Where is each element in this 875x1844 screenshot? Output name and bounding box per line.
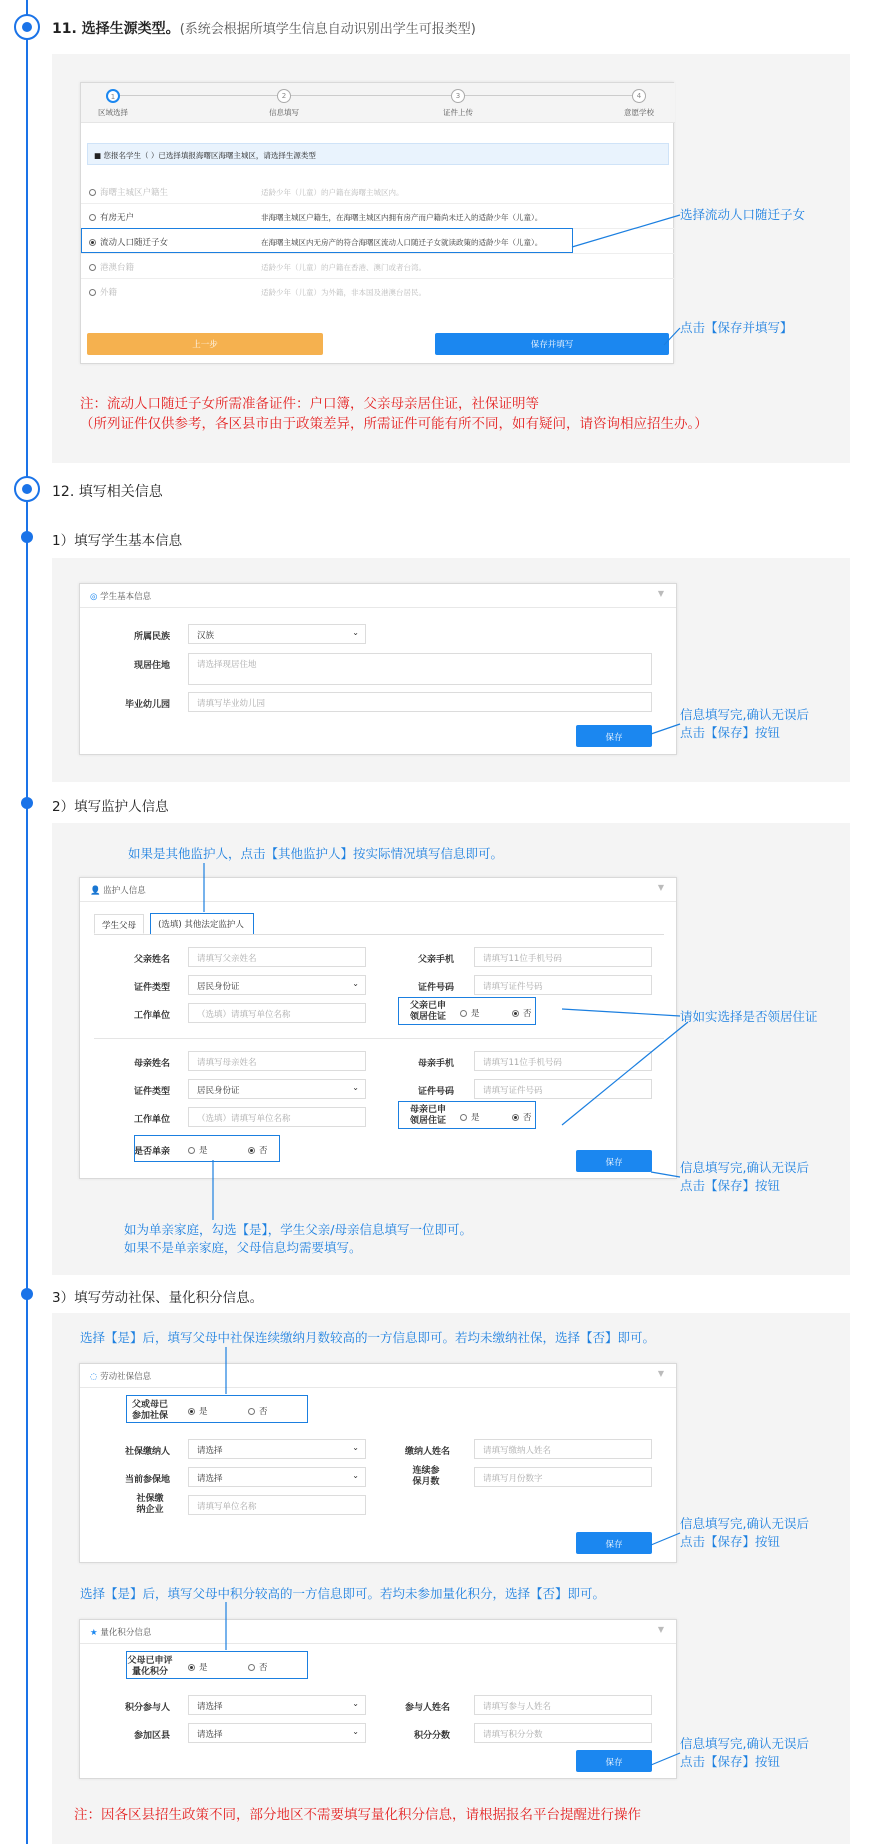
- annotation-social-top: 选择【是】后，填写父母中社保连续缴纳月数较高的一方信息即可。若均未缴纳社保，选择【否】即可。: [80, 1330, 656, 1345]
- chevron-down-icon: ▼: [657, 883, 664, 892]
- wizard-steps: [81, 83, 675, 123]
- single-parent-highlight-box: [134, 1135, 280, 1162]
- points-score-input[interactable]: 请填写积分分数: [474, 1723, 652, 1743]
- social-save-button[interactable]: 保存: [576, 1532, 652, 1554]
- sub-2-heading: 2）填写监护人信息: [52, 799, 169, 815]
- wizard-step-4: 4 意愿学校: [599, 89, 679, 118]
- payer-name-label: 缴纳人姓名: [404, 1447, 450, 1457]
- social-header: [80, 1364, 676, 1388]
- option-foreign[interactable]: 外籍 适龄少年（儿童）为外籍，非本国及港澳台居民。: [81, 279, 675, 304]
- months-input[interactable]: 请填写月份数字: [474, 1467, 652, 1487]
- step-11-heading: [52, 18, 476, 38]
- social-form: [79, 1363, 677, 1563]
- chevron-down-icon: ⌄: [352, 1699, 359, 1708]
- father-permit-label: 父亲已申 领居住证: [409, 1001, 446, 1022]
- mother-name-input[interactable]: 请填写母亲姓名: [188, 1051, 366, 1071]
- user-icon: 👤: [90, 886, 101, 896]
- wizard-progress-line: [115, 95, 639, 96]
- tab-parents[interactable]: 学生父母: [94, 914, 144, 934]
- annotation-other-guardian: 如果是其他监护人，点击【其他监护人】按实际情况填写信息即可。: [128, 846, 504, 861]
- radio-icon: [89, 214, 96, 221]
- student-info-title: 学生基本信息: [100, 592, 152, 602]
- mother-work-label: 工作单位: [133, 1115, 170, 1125]
- info-icon: ◎: [90, 592, 98, 602]
- annotation-choose-migrant: 选择流动人口随迁子女: [680, 207, 806, 222]
- source-type-options: [81, 179, 675, 329]
- single-parent-no[interactable]: 否: [248, 1144, 268, 1156]
- final-note: 注：因各区县招生政策不同，部分地区不需要填写量化积分信息，请根据报名平台提醒进行操作: [74, 1807, 641, 1823]
- source-type-screen: [80, 82, 674, 364]
- mother-phone-label: 母亲手机: [417, 1059, 454, 1069]
- chevron-down-icon: ⌄: [352, 1727, 359, 1736]
- annotation-save-3-line1: 信息填写完,确认无误后: [680, 1516, 809, 1531]
- points-has-label: 父母已申评 量化积分: [127, 1656, 173, 1677]
- father-permit-no[interactable]: 否: [512, 1007, 532, 1019]
- father-phone-label: 父亲手机: [417, 955, 454, 965]
- payer-name-input[interactable]: 请填写缴纳人姓名: [474, 1439, 652, 1459]
- student-info-header: [80, 584, 676, 608]
- points-header: [80, 1620, 676, 1644]
- annotation-single-line1: 如为单亲家庭，勾选【是】，学生父亲/母亲信息填写一位即可。: [124, 1222, 472, 1237]
- step-11-subtitle: (系统会根据所填学生信息自动识别出学生可报类型): [179, 22, 476, 37]
- father-name-label: 父亲姓名: [133, 955, 170, 965]
- father-id-no-input[interactable]: 请填写证件号码: [474, 975, 652, 995]
- annotation-save-1-line1: 信息填写完,确认无误后: [680, 707, 809, 722]
- annotation-save-2-line1: 信息填写完,确认无误后: [680, 1160, 809, 1175]
- mother-permit-no[interactable]: 否: [512, 1111, 532, 1123]
- chevron-down-icon: ⌄: [352, 1083, 359, 1092]
- option-hk-macau-tw[interactable]: 港澳台籍 适龄少年（儿童）的户籍在香港、澳门或者台湾。: [81, 254, 675, 279]
- annotation-points-top: 选择【是】后，填写父母中积分较高的一方信息即可。若均未参加量化积分，选择【否】即可。: [80, 1586, 606, 1601]
- kindergarten-input[interactable]: 请填写毕业幼儿园: [188, 692, 652, 712]
- ethnic-select[interactable]: 汉族 ⌄: [188, 624, 366, 644]
- save-and-fill-button[interactable]: 保存并填写: [435, 333, 669, 355]
- star-icon: ★: [90, 1628, 98, 1638]
- chevron-down-icon: ▼: [657, 1625, 664, 1634]
- option-migrant-children[interactable]: 流动人口随迁子女 在海曙主城区内无房产的符合海曙区流动人口随迁子女就读政策的适龄少年（儿童）。: [81, 229, 675, 254]
- annotation-save-3-line2: 点击【保存】按钮: [680, 1534, 781, 1549]
- social-highlight-box: [126, 1395, 308, 1423]
- points-score-label: 积分分数: [413, 1731, 450, 1741]
- tab-other-guardian[interactable]: (选填) 其他法定监护人: [158, 920, 244, 930]
- timeline-line: [26, 0, 28, 1844]
- insured-place-label: 当前参保地: [124, 1475, 170, 1485]
- step-12-heading: 12. 填写相关信息: [52, 484, 163, 500]
- mother-id-no-label: 证件号码: [417, 1087, 454, 1097]
- guardian-panel: [52, 823, 850, 1275]
- radio-icon: [89, 289, 96, 296]
- points-highlight-box: [126, 1651, 308, 1679]
- address-label: 现居住地: [133, 661, 170, 671]
- step-11-panel: [52, 54, 850, 463]
- insured-place-select[interactable]: 请选择 ⌄: [188, 1467, 366, 1487]
- annotation-single-line2: 如果不是单亲家庭，父母信息均需要填写。: [124, 1240, 362, 1255]
- annotation-permit: 请如实选择是否领居住证: [680, 1009, 818, 1024]
- chevron-down-icon: ⌄: [352, 1443, 359, 1452]
- points-yes[interactable]: 是: [188, 1661, 208, 1673]
- wizard-step-1: 1 区域选择: [73, 89, 153, 118]
- step-11-marker: [14, 14, 40, 40]
- step-11-note-line2: （所列证件仅供参考，各区县市由于政策差异，所需证件可能有所不同，如有疑问，请咨询相应招生办。）: [80, 416, 708, 432]
- social-yes[interactable]: 是: [188, 1405, 208, 1417]
- points-form: [79, 1619, 677, 1779]
- chevron-down-icon: ⌄: [352, 1471, 359, 1480]
- annotation-click-save-fill: 点击【保存并填写】: [680, 320, 793, 335]
- points-title: 量化积分信息: [100, 1628, 152, 1638]
- mother-permit-label: 母亲已申 领居住证: [409, 1105, 446, 1126]
- kindergarten-label: 毕业幼儿园: [124, 700, 170, 710]
- company-label: 社保缴 纳企业: [136, 1494, 164, 1515]
- shield-icon: ◌: [90, 1372, 98, 1382]
- mother-id-no-input[interactable]: 请填写证件号码: [474, 1079, 652, 1099]
- step-11-note-line1: 注：流动人口随迁子女所需准备证件：户口簿，父亲母亲居住证，社保证明等: [80, 396, 539, 412]
- chevron-down-icon: ⌄: [352, 628, 359, 637]
- address-input[interactable]: 请选择现居住地: [188, 653, 652, 685]
- sub-2-marker: [21, 797, 33, 809]
- parent-divider: [94, 1038, 664, 1039]
- mother-work-input[interactable]: （选填）请填写单位名称: [188, 1107, 366, 1127]
- single-parent-yes[interactable]: 是: [188, 1144, 208, 1156]
- guardian-form: [79, 877, 677, 1179]
- father-work-input[interactable]: （选填）请填写单位名称: [188, 1003, 366, 1023]
- other-guardian-highlight-box: [150, 913, 254, 935]
- guardian-header: [80, 878, 676, 902]
- months-label: 连续参 保月数: [412, 1466, 440, 1487]
- father-phone-input[interactable]: 请填写11位手机号码: [474, 947, 652, 967]
- ethnic-label: 所属民族: [133, 632, 170, 642]
- father-id-type-label: 证件类型: [133, 983, 170, 993]
- payer-label: 社保缴纳人: [124, 1447, 170, 1457]
- social-no[interactable]: 否: [248, 1405, 268, 1417]
- points-person-select[interactable]: 请选择 ⌄: [188, 1695, 366, 1715]
- payer-select[interactable]: 请选择 ⌄: [188, 1439, 366, 1459]
- mother-permit-highlight-box: [398, 1101, 536, 1129]
- radio-icon: [89, 189, 96, 196]
- mother-permit-yes[interactable]: 是: [460, 1111, 480, 1123]
- mother-id-type-select[interactable]: 居民身份证 ⌄: [188, 1079, 366, 1099]
- annotation-save-1-line2: 点击【保存】按钮: [680, 725, 781, 740]
- mother-id-type-label: 证件类型: [133, 1087, 170, 1097]
- sub-3-heading: 3）填写劳动社保、量化积分信息。: [52, 1290, 264, 1306]
- student-info-panel: [52, 558, 850, 782]
- guardian-title: 监护人信息: [103, 886, 146, 896]
- single-parent-label: 是否单亲: [133, 1147, 170, 1157]
- sub-1-heading: 1）填写学生基本信息: [52, 533, 183, 549]
- student-info-save-button[interactable]: 保存: [576, 725, 652, 747]
- prev-button[interactable]: 上一步: [87, 333, 323, 355]
- step-12-marker: [14, 476, 40, 502]
- student-info-form: [79, 583, 677, 755]
- points-person-label: 积分参与人: [124, 1703, 170, 1713]
- wizard-step-2: 2 信息填写: [244, 89, 324, 118]
- company-input[interactable]: 请填写单位名称: [188, 1495, 366, 1515]
- social-title: 劳动社保信息: [100, 1372, 152, 1382]
- step-11-title: 11. 选择生源类型。: [52, 21, 180, 37]
- father-name-input[interactable]: 请填写父亲姓名: [188, 947, 366, 967]
- tab-underline: [94, 934, 664, 935]
- father-permit-yes[interactable]: 是: [460, 1007, 480, 1019]
- annotation-save-2-line2: 点击【保存】按钮: [680, 1178, 781, 1193]
- social-has-label: 父或母已 参加社保: [131, 1400, 168, 1421]
- father-id-type-select[interactable]: 居民身份证 ⌄: [188, 975, 366, 995]
- annotation-save-4-line1: 信息填写完,确认无误后: [680, 1736, 809, 1751]
- points-area-select[interactable]: 请选择 ⌄: [188, 1723, 366, 1743]
- father-permit-highlight-box: [398, 997, 536, 1025]
- mother-phone-input[interactable]: 请填写11位手机号码: [474, 1051, 652, 1071]
- points-no[interactable]: 否: [248, 1661, 268, 1673]
- mother-name-label: 母亲姓名: [133, 1059, 170, 1069]
- applicant-notice: ■ 您报名学生（ ）已选择填报海曙区海曙主城区，请选择生源类型: [87, 143, 669, 165]
- father-work-label: 工作单位: [133, 1011, 170, 1021]
- chevron-down-icon: ⌄: [352, 979, 359, 988]
- chevron-down-icon: ▼: [657, 589, 664, 598]
- sub-1-marker: [21, 531, 33, 543]
- annotation-save-4-line2: 点击【保存】按钮: [680, 1754, 781, 1769]
- points-save-button[interactable]: 保存: [576, 1750, 652, 1772]
- chevron-down-icon: ▼: [657, 1369, 664, 1378]
- radio-icon: [89, 264, 96, 271]
- migrant-highlight-box: [81, 228, 573, 253]
- option-local-hukou[interactable]: 海曙主城区户籍生 适龄少年（儿童）的户籍在海曙主城区内。: [81, 179, 675, 204]
- wizard-step-3: 3 证件上传: [418, 89, 498, 118]
- sub-3-marker: [21, 1288, 33, 1300]
- points-person-name-label: 参与人姓名: [404, 1703, 450, 1713]
- points-area-label: 参加区县: [133, 1731, 170, 1741]
- option-house-no-hukou[interactable]: 有房无户 非海曙主城区户籍生，在海曙主城区内拥有房产而户籍尚未迁入的适龄少年（儿童）。: [81, 204, 675, 229]
- points-person-name-input[interactable]: 请填写参与人姓名: [474, 1695, 652, 1715]
- father-id-no-label: 证件号码: [417, 983, 454, 993]
- guardian-save-button[interactable]: 保存: [576, 1150, 652, 1172]
